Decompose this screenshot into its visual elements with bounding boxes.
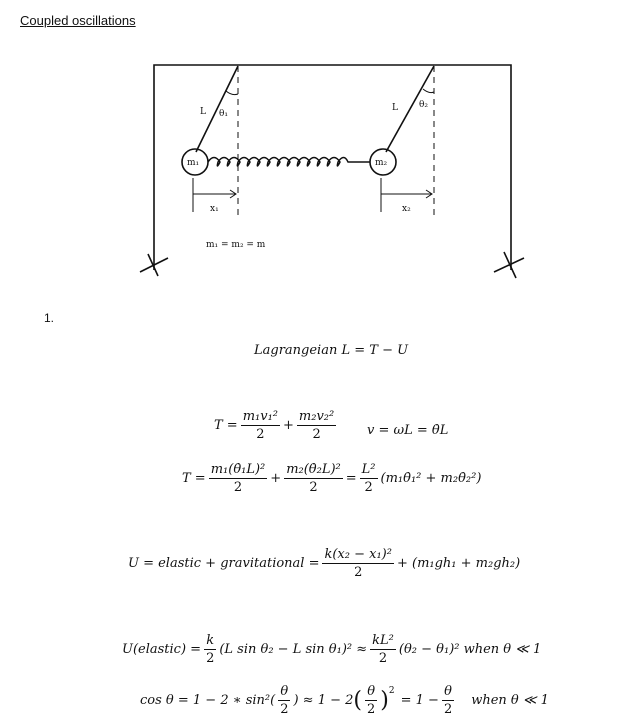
potential-energy-equation: U = elastic + gravitational = $\frac{\text{k(x₂ − x₁)²}}{2}$ + (m₁gh₁ + m₂gh₂) (128, 547, 521, 580)
cos-frac2: $\frac{\theta}{2}$ (367, 684, 376, 717)
left-angle-arc (226, 91, 238, 95)
t-def-frac1: $\frac{\text{m₁v₁²}}{2}$ (242, 409, 279, 442)
right-mass-label: m₂ (375, 158, 388, 168)
lagrangian-equation: Lagrangeian L = T − U (254, 343, 409, 358)
page-title: Coupled oscillations (20, 13, 136, 28)
cos-frac3: $\frac{\theta}{2}$ (443, 684, 453, 717)
section-number: 1. (44, 311, 55, 325)
right-disp-label: x₂ (402, 204, 411, 214)
kinetic-energy-equation: T = $\frac{\text{m₁v₁²}}{2}$ + $\frac{\text{m₂v₂²}}{2}$ (214, 409, 335, 442)
right-angle-label: θ₂ (419, 100, 429, 110)
ue-frac1: $\frac{k}{2}$ (206, 633, 215, 666)
mass-relation-label: m₁ = m₂ = m (206, 240, 266, 250)
coupled-pendulum-diagram (0, 0, 629, 300)
t2-frac2: $\frac{\text{m₂(θ̇₂L)²}}{2}$ (286, 462, 341, 495)
elastic-energy-equation: U(elastic) = $\frac{k}{2}$ (L sin θ₂ − L sin θ₁)² ≈ $\frac{\text{kL²}}{2}$ (θ₂ − θ₁)² when θ ≪ 1 (122, 633, 542, 666)
right-length-label: L (392, 103, 398, 113)
spring (208, 158, 370, 167)
left-angle-label: θ₁ (219, 109, 229, 119)
t-def-frac2: $\frac{\text{m₂v₂²}}{2}$ (298, 409, 335, 442)
kinetic-energy-angular-equation: T = $\frac{\text{m₁(θ̇₁L)²}}{2}$ + $\frac{\text{m₂(θ̇₂L)²}}{2}$ = $\frac{\text{L²}}{2}$ (m₁θ̇₁² + m₂θ̇₂²) (182, 462, 482, 495)
t-def-lhs: T = (214, 418, 238, 433)
left-length-label: L (200, 107, 206, 117)
t2-frac3: $\frac{\text{L²}}{2}$ (361, 462, 376, 495)
cos-frac1: $\frac{\theta}{2}$ (280, 684, 289, 717)
left-disp-label: x₁ (210, 204, 219, 214)
velocity-equation: v = ωL = θ̇L (367, 423, 449, 438)
left-mass-label: m₁ (187, 158, 200, 168)
right-foot (494, 252, 524, 278)
cosine-approximation-equation: cos θ = 1 − 2 ∗ sin²( $\frac{\theta}{2}$ ) ≈ 1 − 2 ( $\frac{\theta}{2}$ ) $^2$ = 1 − $\frac{\theta}{2}$ when θ ≪ 1 (140, 684, 549, 717)
ue-frac2: $\frac{\text{kL²}}{2}$ (372, 633, 394, 666)
t2-frac1: $\frac{\text{m₁(θ̇₁L)²}}{2}$ (210, 462, 266, 495)
u-frac: $\frac{\text{k(x₂ − x₁)²}}{2}$ (324, 547, 392, 580)
right-angle-arc (423, 89, 434, 93)
